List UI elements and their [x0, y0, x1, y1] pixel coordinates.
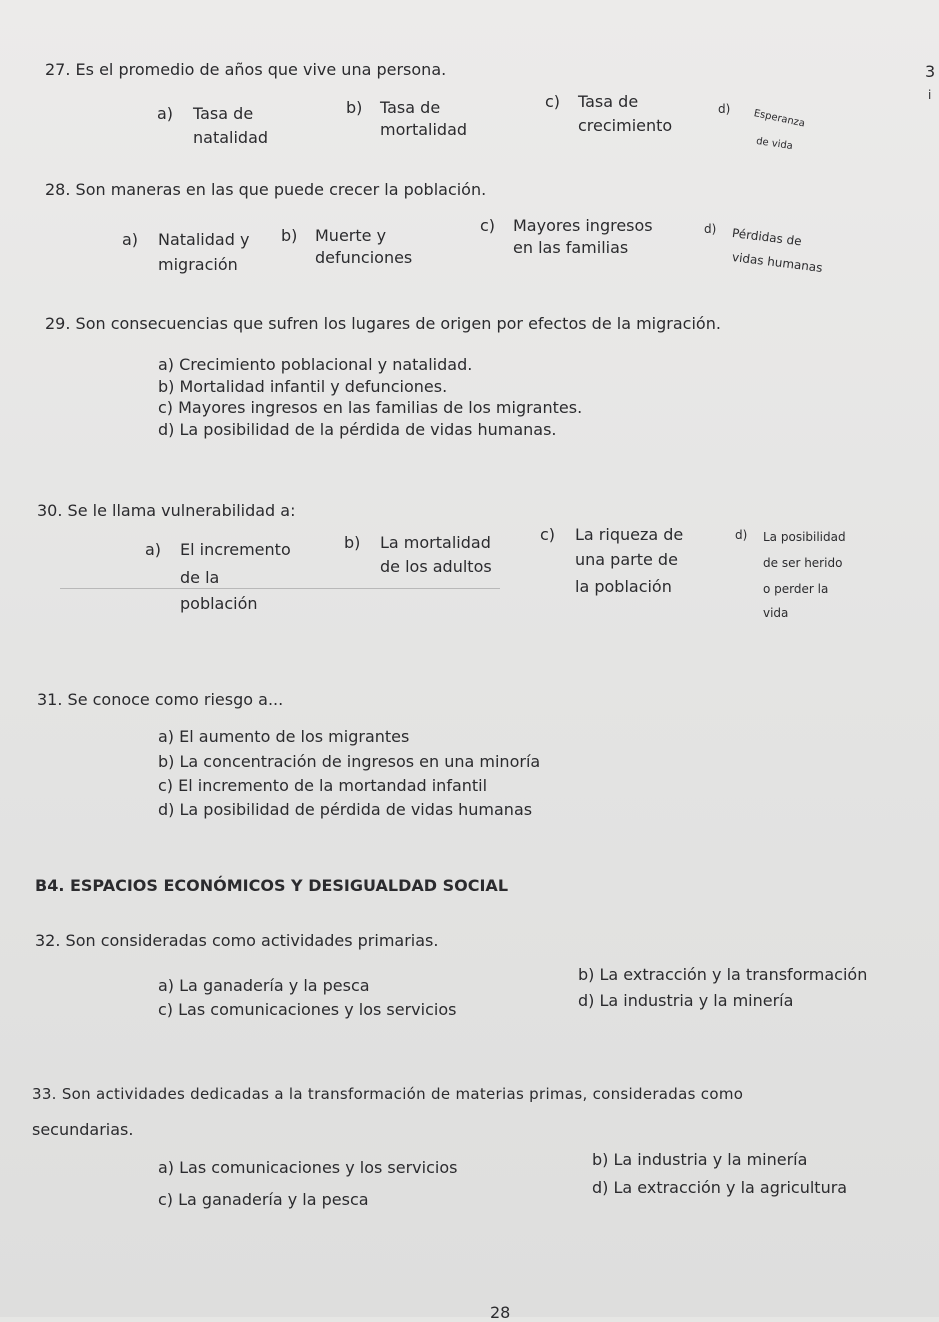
option-item: b) La industria y la minería [592, 1150, 808, 1169]
question-stem: 28. Son maneras en las que puede crecer la población. [45, 180, 487, 199]
option-text: de vida [755, 136, 794, 153]
option-item: d) La posibilidad de la pérdida de vidas humanas. [158, 420, 557, 439]
option-text: Esperanza [752, 108, 806, 130]
option-letter: a) [157, 104, 174, 123]
option-item: b) La concentración de ingresos en una minoría [158, 752, 541, 771]
corner-number: 3 [925, 62, 936, 81]
option-text: Natalidad y [158, 230, 250, 249]
option-text: La posibilidad [763, 530, 846, 544]
option-text: una parte de [575, 550, 678, 569]
question-stem: secundarias. [32, 1120, 134, 1139]
page-number: 28 [490, 1303, 511, 1322]
question-stem: 32. Son consideradas como actividades primarias. [35, 931, 439, 950]
option-letter: b) [344, 533, 361, 552]
option-item: c) Mayores ingresos en las familias de los migrantes. [158, 398, 583, 417]
option-text: crecimiento [578, 116, 673, 135]
option-text: Tasa de [578, 92, 639, 111]
faint-rule [60, 588, 500, 589]
option-item: c) Las comunicaciones y los servicios [158, 1000, 457, 1019]
option-text: La mortalidad [380, 533, 491, 552]
option-text: La riqueza de [575, 525, 684, 544]
option-text: de ser herido [763, 556, 843, 570]
option-text: migración [158, 255, 238, 274]
option-item: d) La industria y la minería [578, 991, 794, 1010]
option-item: a) El aumento de los migrantes [158, 727, 410, 746]
option-text: Pérdidas de [731, 226, 803, 249]
question-stem: 30. Se le llama vulnerabilidad a: [37, 501, 296, 520]
option-letter: a) [122, 230, 139, 249]
option-text: defunciones [315, 248, 413, 267]
section-heading: B4. ESPACIOS ECONÓMICOS Y DESIGUALDAD SOCIAL [35, 876, 509, 895]
option-item: c) La ganadería y la pesca [158, 1190, 369, 1209]
option-item: b) Mortalidad infantil y defunciones. [158, 377, 448, 396]
option-text: o perder la [763, 582, 829, 596]
corner-fragment: i [928, 88, 932, 102]
option-text: El incremento [180, 540, 291, 559]
option-letter: d) [718, 102, 731, 116]
question-stem: 33. Son actividades dedicadas a la transformación de materias primas, consideradas como [32, 1085, 744, 1103]
option-text: natalidad [193, 128, 269, 147]
option-letter: b) [346, 98, 363, 117]
option-text: mortalidad [380, 120, 468, 139]
option-letter: d) [735, 528, 748, 542]
option-text: Mayores ingresos [513, 216, 653, 235]
option-item: a) Las comunicaciones y los servicios [158, 1158, 458, 1177]
option-letter: b) [281, 226, 298, 245]
option-letter: c) [540, 525, 556, 544]
option-text: vidas humanas [731, 250, 824, 275]
option-item: b) La extracción y la transformación [578, 965, 868, 984]
option-text: vida [763, 606, 789, 620]
question-stem: 27. Es el promedio de años que vive una persona. [45, 60, 447, 79]
option-text: en las familias [513, 238, 629, 257]
option-item: c) El incremento de la mortandad infantil [158, 776, 488, 795]
option-text: de la [180, 568, 220, 587]
question-stem: 31. Se conoce como riesgo a... [37, 690, 284, 709]
option-letter: c) [545, 92, 561, 111]
option-letter: d) [704, 222, 717, 236]
option-item: d) La posibilidad de pérdida de vidas humanas [158, 800, 533, 819]
option-text: población [180, 594, 258, 613]
option-item: d) La extracción y la agricultura [592, 1178, 848, 1197]
option-text: la población [575, 577, 672, 596]
question-stem: 29. Son consecuencias que sufren los lugares de origen por efectos de la migración. [45, 314, 721, 333]
option-text: Tasa de [380, 98, 441, 117]
option-text: Tasa de [193, 104, 254, 123]
option-letter: c) [480, 216, 496, 235]
option-item: a) Crecimiento poblacional y natalidad. [158, 355, 473, 374]
option-letter: a) [145, 540, 162, 559]
option-text: de los adultos [380, 557, 492, 576]
option-text: Muerte y [315, 226, 387, 245]
option-item: a) La ganadería y la pesca [158, 976, 370, 995]
